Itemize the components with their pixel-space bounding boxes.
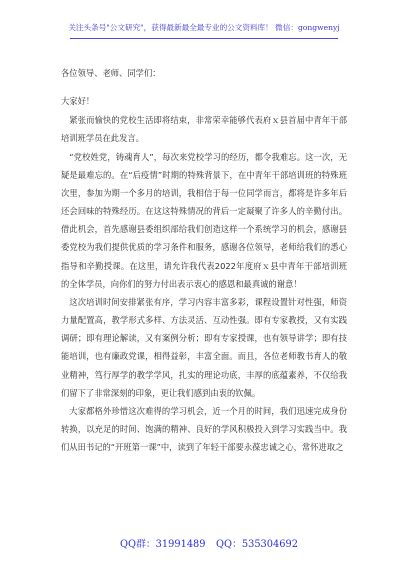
greeting: 大家好！ xyxy=(61,96,95,107)
paragraph: “党校姓党，铸魂育人”，每次来党校学习的经历，都令我难忘。这一次，无疑是最难忘的。在“后疫情”时期的特殊背景下，在中青年干部培训班的特殊班次里，参加为期一个多月的培训，我相信于每一位同学而言，都将是许多年后还会回味的特殊经历。在这这特殊情况的背后一定凝聚了许多人的辛勤付出。借此机会，首先感谢县委组织部给我们创造这样一个系统学习的机会，感谢县委党校为我们提供优质的学习条件和服务，感谢各位领导，老师给我们的悉心指导和辛勤授课。在这里，请允许我代表2022年度府ｘ县中青年干部培训班的全体学员，向你们的努力付出表示衷心的感恩和最真诚的谢意！ xyxy=(61,151,347,289)
header-banner: 关注头条号"公文研究"，获得最新最全最专业的公文资料库！ 微信：gongwenyj xyxy=(68,23,340,32)
paragraph: 紧张而愉快的党校生活即将结束，非常荣幸能够代表府ｘ县首届中青年干部培训班学员在此发言。 xyxy=(61,115,347,144)
salutation: 各位领导、老师、同学们： xyxy=(61,68,161,78)
qq-number: QQ：535304692 xyxy=(216,539,298,550)
paragraph: 大家都格外珍惜这次难得的学习机会，近一个月的时间，我们迅速完成身份转换，以充足的时间、饱满的精神、良好的学风积极投入到学习实践当中。我们从田书记的“开班第一课”中，读到了年轻干部要永葆忠诚之心，常怀进取之 xyxy=(61,405,347,453)
footer xyxy=(0,536,408,552)
document-body xyxy=(61,64,347,456)
header-rule xyxy=(70,38,338,39)
qq-group-number: QQ群：31991489 xyxy=(120,539,206,550)
paragraph: 这次培训时间安排紧张有序，学习内容丰富多彩，课程设置针对性强，师资力量配置高，教学形式多样、方法灵活、互动性强。即有专家教授，又有实践调研；即有理论解读，又有案例分析；即有专家授课，也有领导讲学；即有技能培训，也有廉政党课，相得益彰，丰富全面。而且，各位老师教书育人的敬业精神，笃行厚学的教学学风，扎实的理论功底，丰厚的底蕴素养，不仅给我们留下了非常深刻的印象，更让我们感到由衷的钦佩。 xyxy=(61,296,347,398)
